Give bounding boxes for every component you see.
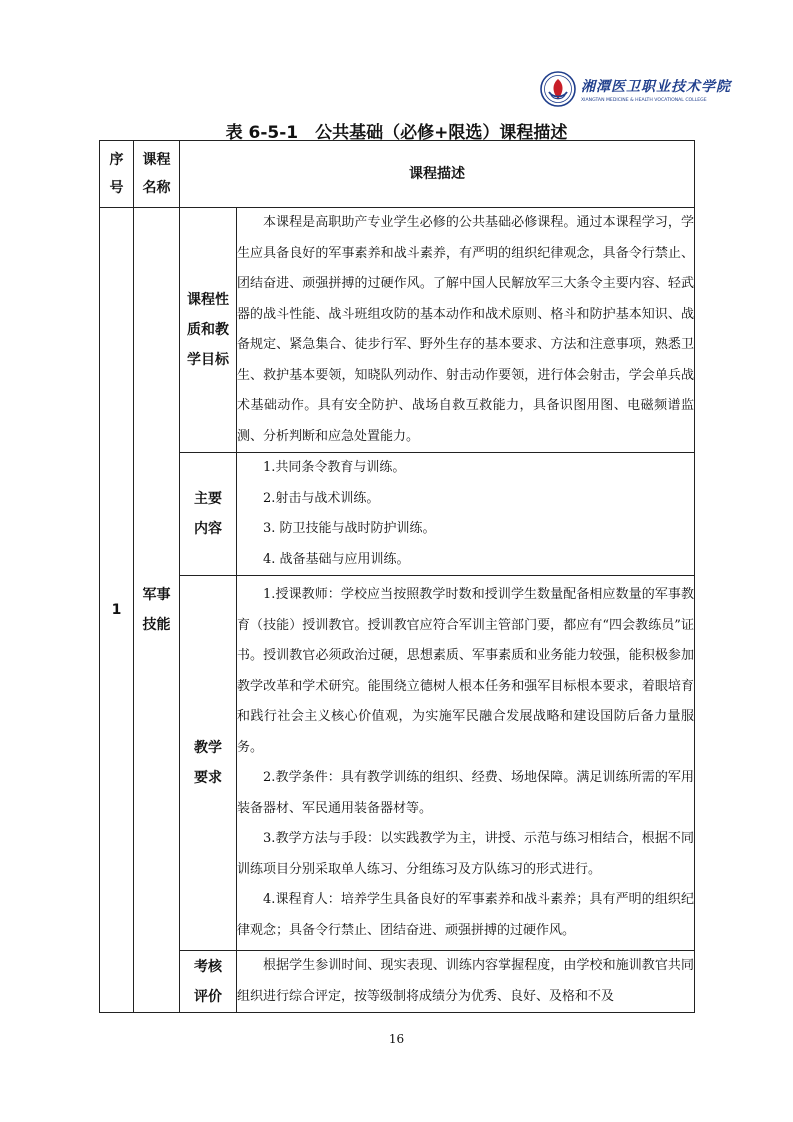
content-item-1: 1.共同条令教育与训练。 xyxy=(263,460,406,475)
header-row xyxy=(100,141,695,208)
goals-label-line2: 质和教 xyxy=(187,322,229,338)
course-description-table xyxy=(99,140,695,1013)
assessment-label-line1: 考核 xyxy=(194,958,222,975)
course-name-line1: 军事 xyxy=(142,587,171,603)
requirements-text xyxy=(237,576,695,951)
requirements-para-1: 1.授课教师：学校应当按照教学时数和授训学生数量配备相应数量的军事教育（技能）授训教官。授训教官应符合军训主管部门要，都应有“四会教练员”证书。授训教官必须政治过硬，思想素质、军事素质和业务能力较强，能积极参加教学改革和学术研究。能围绕立德树人根本任务和强军目标根本要求，着眼培育和践行社会主义核心价值观，为实施军民融合发展战略和建设国防后备力量服务。 xyxy=(237,587,694,755)
content-label xyxy=(180,453,237,576)
row-index: 1 xyxy=(100,208,134,1013)
goals-text xyxy=(237,208,695,453)
table-row xyxy=(100,951,695,1013)
table-row xyxy=(100,576,695,951)
content-item-2: 2.射击与战术训练。 xyxy=(263,490,380,506)
assessment-text xyxy=(237,951,695,1013)
assessment-label xyxy=(180,951,237,1013)
goals-label xyxy=(180,208,237,453)
college-emblem-icon xyxy=(540,71,576,107)
header-description: 课程描述 xyxy=(180,141,695,208)
content-item-3: 3. 防卫技能与战时防护训练。 xyxy=(263,521,436,536)
assessment-label-line2: 评价 xyxy=(194,988,222,1005)
header-index xyxy=(100,141,134,208)
requirements-para-2: 2.教学条件：具有教学训练的组织、经费、场地保障。满足训练所需的军用装备器材、军民通用装备器材等。 xyxy=(237,770,694,816)
requirements-para-3: 3.教学方法与手段：以实践教学为主，讲授、示范与练习相结合，根据不同训练项目分别采取单人练习、分组练习及方队练习的形式进行。 xyxy=(237,831,694,877)
course-name xyxy=(134,208,180,1013)
logo-name-cn: 湘潭医卫职业技术学院 xyxy=(581,78,731,95)
page-number: 16 xyxy=(388,1032,405,1046)
course-name-line2: 技能 xyxy=(142,617,171,633)
header-index-line1: 序 xyxy=(109,152,124,168)
requirements-label xyxy=(180,576,237,951)
header-index-line2: 号 xyxy=(109,180,124,196)
table-title: 表 6-5-1 公共基础（必修+限选）课程描述 xyxy=(225,123,568,143)
requirements-label-line2: 要求 xyxy=(194,770,222,786)
header-name xyxy=(134,141,180,208)
goals-paragraph: 本课程是高职助产专业学生必修的公共基础必修课程。通过本课程学习，学生应具备良好的军事素养和战斗素养，有严明的组织纪律观念，具备令行禁止、团结奋进、顽强拼搏的过硬作风。了解中国人民解放军三大条令主要内容、轻武器的战斗性能、战斗班组攻防的基本动作和战术原则、格斗和防护基本知识、战备规定、紧急集合、徒步行军、野外生存的基本要求、方法和注意事项，熟悉卫生、救护基本要领，知晓队列动作、射击动作要领，进行体会射击，学会单兵战术基础动作。具有安全防护、战场自救互救能力，具备识图用图、电磁频谱监测、分析判断和应急处置能力。 xyxy=(237,215,694,444)
header-name-line2: 名称 xyxy=(142,180,171,196)
header-name-line1: 课程 xyxy=(142,152,171,168)
table-row xyxy=(100,208,695,453)
content-item-4: 4. 战备基础与应用训练。 xyxy=(263,551,410,567)
table-row xyxy=(100,453,695,576)
content-list xyxy=(237,453,695,576)
requirements-para-4: 4.课程育人：培养学生具备良好的军事素养和战斗素养；具有严明的组织纪律观念；具备令行禁止、团结奋进、顽强拼搏的过硬作风。 xyxy=(237,892,694,938)
requirements-label-line1: 教学 xyxy=(194,740,222,756)
goals-label-line1: 课程性 xyxy=(187,292,229,308)
content-label-line1: 主要 xyxy=(194,491,222,507)
assessment-paragraph: 根据学生参训时间、现实表现、训练内容掌握程度，由学校和施训教官共同组织进行综合评定，按等级制将成绩分为优秀、良好、及格和不及 xyxy=(237,958,694,1004)
goals-label-line3: 学目标 xyxy=(187,352,229,368)
content-label-line2: 内容 xyxy=(194,521,222,537)
logo-name-en: XIANGTAN MEDICINE & HEALTH VOCATIONAL COLLEGE xyxy=(581,97,707,103)
college-logo xyxy=(540,68,730,110)
